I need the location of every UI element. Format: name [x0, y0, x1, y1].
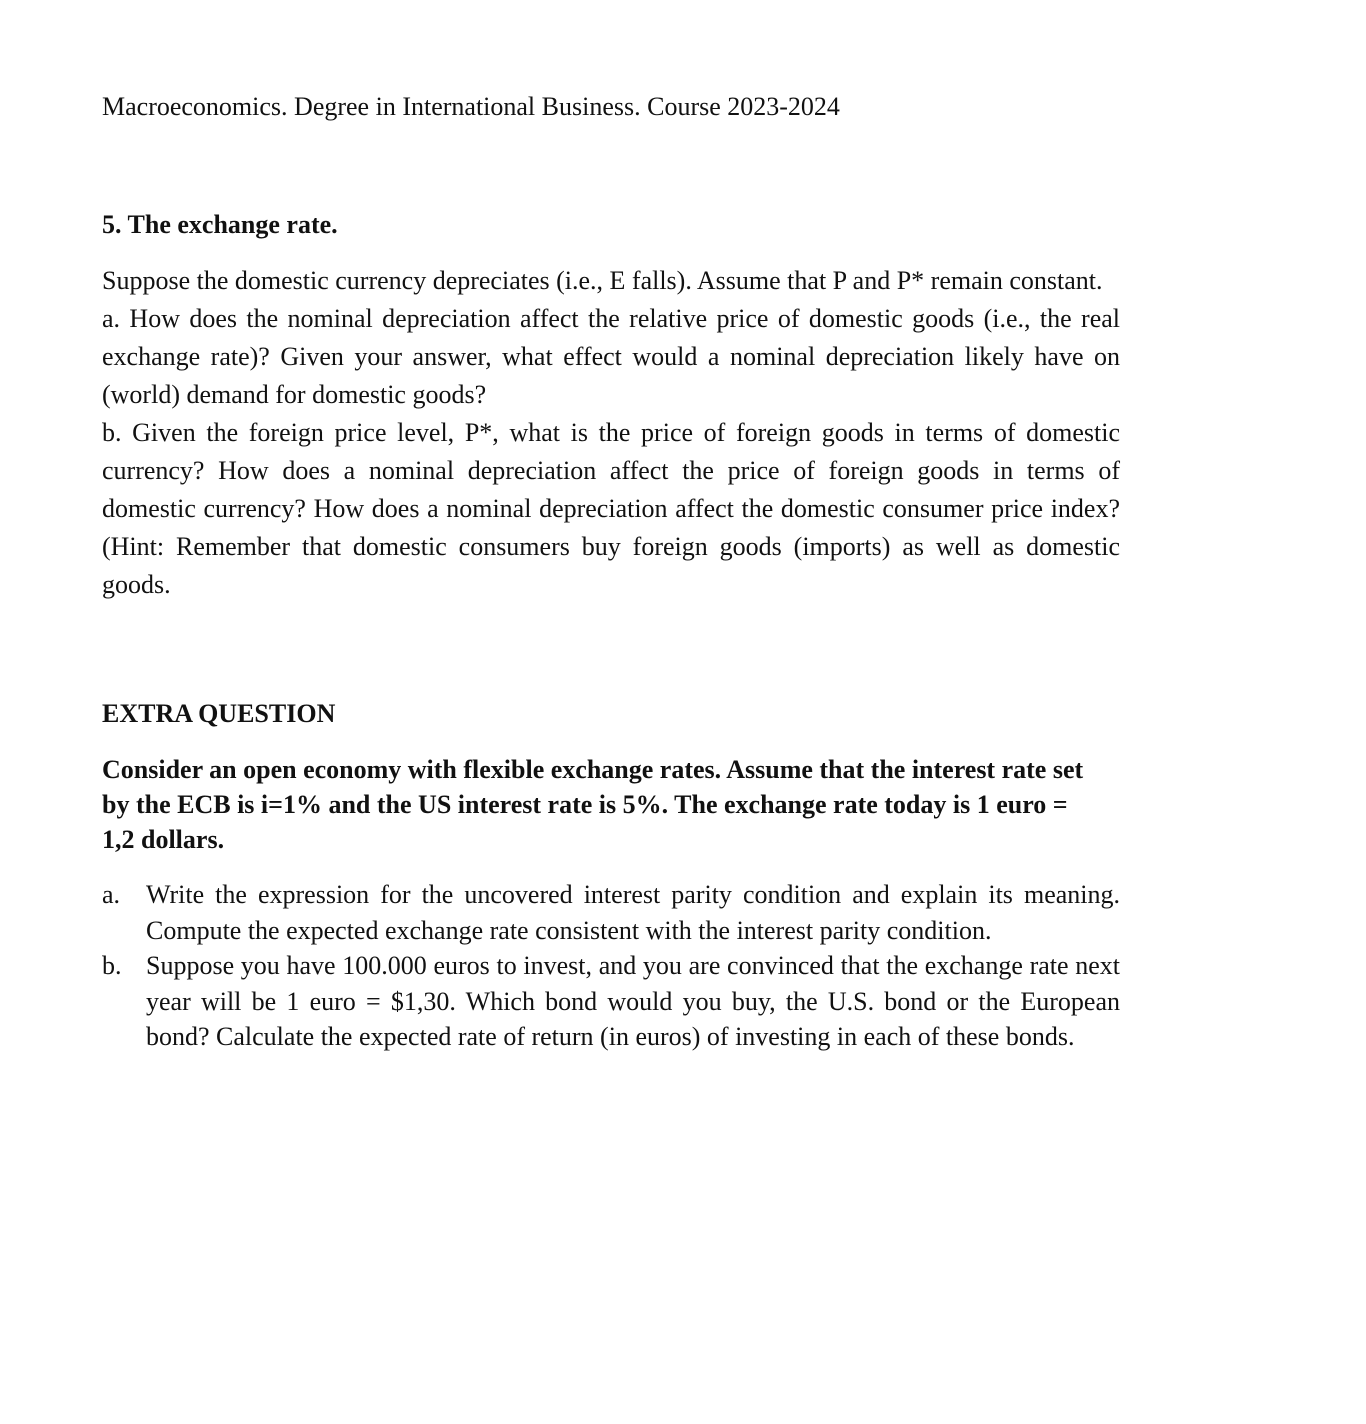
- list-item: [102, 877, 1120, 948]
- list-item-marker: a.: [102, 880, 121, 909]
- question-a: a. How does the nominal depreciation affect the relative price of domestic goods (i.e., the real exchange rate)? Given your answer, what effect would a nominal depreciation likely have on (world) demand for domestic goods?: [102, 304, 1120, 409]
- section-title: 5. The exchange rate.: [102, 210, 338, 239]
- section-body: [102, 262, 1120, 604]
- extra-question-list: [102, 877, 1120, 1055]
- course-header: Macroeconomics. Degree in International Business. Course 2023-2024: [102, 92, 840, 121]
- question-b: b. Given the foreign price level, P*, what is the price of foreign goods in terms of domestic currency? How does a nominal depreciation affect the price of foreign goods in terms of domestic currency? How does a nominal depreciation affect the domestic consumer price index? (Hint: Remember that domestic consumers buy foreign goods (imports) as well as domestic goods.: [102, 418, 1120, 599]
- list-item: [102, 948, 1120, 1055]
- list-item-text: Write the expression for the uncovered interest parity condition and explain its meaning. Compute the expected exchange rate consistent with the interest parity condition.: [146, 880, 1120, 945]
- list-item-text: Suppose you have 100.000 euros to invest, and you are convinced that the exchange rate next year will be 1 euro = $1,30. Which bond would you buy, the U.S. bond or the European bond? Calculate the expected rate of return (in euros) of investing in each of these bonds.: [146, 951, 1120, 1051]
- section-intro: Suppose the domestic currency depreciates (i.e., E falls). Assume that P and P* remain constant.: [102, 266, 1103, 295]
- extra-question-title: EXTRA QUESTION: [102, 699, 336, 728]
- extra-question-intro: Consider an open economy with flexible exchange rates. Assume that the interest rate set by the ECB is i=1% and the US interest rate is 5%. The exchange rate today is 1 euro = 1,2 dollars.: [102, 755, 1084, 854]
- list-item-marker: b.: [102, 951, 122, 980]
